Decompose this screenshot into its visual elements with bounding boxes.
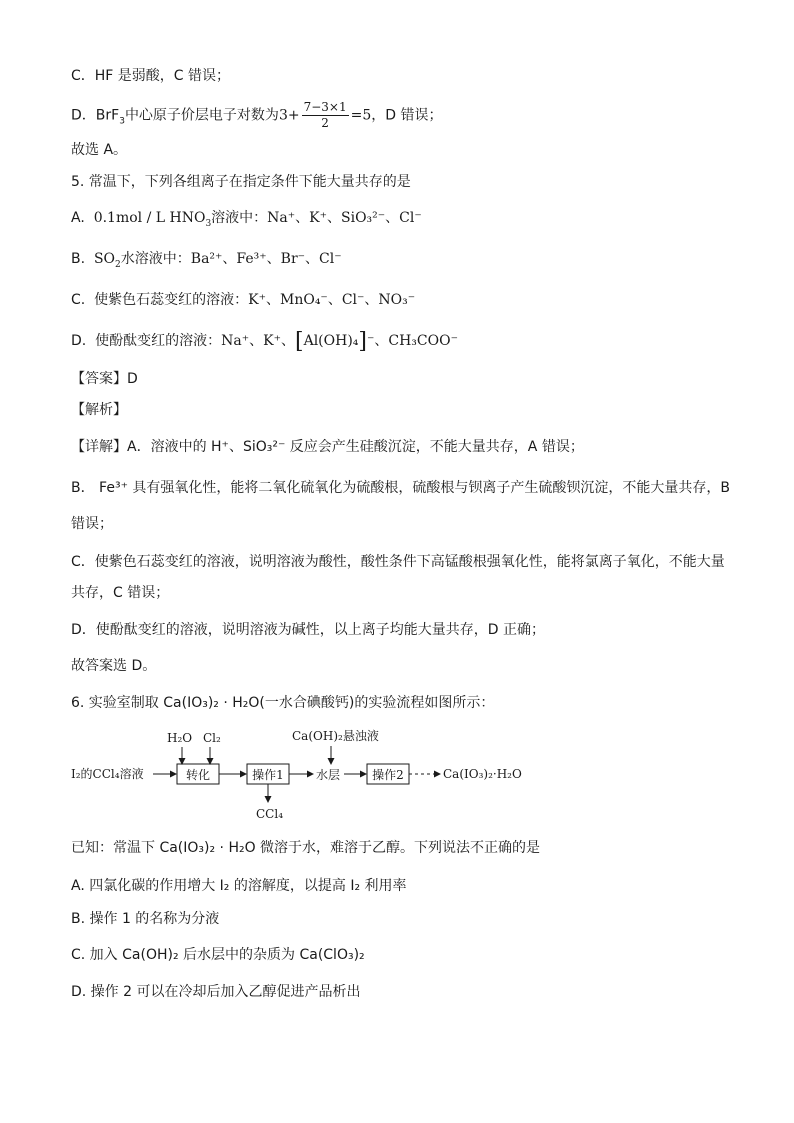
prev-answer: 故选 A。 xyxy=(71,142,128,158)
flow-box1-label: 转化 xyxy=(185,768,211,782)
q5-option-a xyxy=(71,208,422,228)
q6-option-a: A. 四氯化碳的作用增大 I₂ 的溶解度，以提高 I₂ 利用率 xyxy=(71,878,407,894)
q5-option-c xyxy=(71,290,415,310)
flow-box-op2 xyxy=(367,764,409,784)
q5-detail-c-line2: 共存，C 错误； xyxy=(71,585,170,601)
q5-d-complex: Al(OH)₄ xyxy=(303,333,359,349)
prev-d-sub: 3 xyxy=(119,116,125,127)
q5-detail-c-line1: C．使紫色石蕊变红的溶液，说明溶液为酸性，酸性条件下高锰酸根强氧化性，能将氯离子氧化，不能大量 xyxy=(71,554,725,570)
flow-byproduct: CCl₄ xyxy=(256,807,284,821)
flow-box2-label: 操作1 xyxy=(252,768,284,782)
q6-stem: 6. 实验室制取 Ca(IO₃)₂ · H₂O(一水合碘酸钙)的实验流程如图所示： xyxy=(71,695,495,711)
q5-b-ions: Ba²⁺、Fe³⁺、Br⁻、Cl⁻ xyxy=(190,251,342,267)
q5-detail-a: 【详解】A．溶液中的 H⁺、SiO₃²⁻ 反应会产生硅酸沉淀，不能大量共存，A 错误； xyxy=(71,439,584,455)
option-label: A. xyxy=(71,210,85,226)
q6-option-d: D. 操作 2 可以在冷却后加入乙醇促进产品析出 xyxy=(71,984,361,1000)
option-label: D. xyxy=(71,333,87,349)
q6-known: 已知：常温下 Ca(IO₃)₂ · H₂O 微溶于水，难溶于乙醇。下列说法不正确的是 xyxy=(71,840,541,856)
flow-product: Ca(IO₃)₂·H₂O xyxy=(443,767,522,781)
q5-a-ions: Na⁺、K⁺、SiO₃²⁻、Cl⁻ xyxy=(267,210,422,226)
prev-d-suffix: ，D 错误； xyxy=(371,107,443,124)
q5-c-ions: K⁺、MnO₄⁻、Cl⁻、NO₃⁻ xyxy=(248,292,416,308)
flow-reagent-cl2: Cl₂ xyxy=(203,731,221,745)
q5-a-sub: 3 xyxy=(205,218,212,229)
q5-answer: 【答案】D xyxy=(71,371,138,387)
prev-option-c: C．HF 是弱酸，C 错误； xyxy=(71,68,231,84)
q5-stem: 5. 常温下，下列各组离子在指定条件下能大量共存的是 xyxy=(71,174,411,190)
q5-d-ions-post: ⁻、CH₃COO⁻ xyxy=(366,333,458,349)
flow-reagent-h2o: H₂O xyxy=(167,731,193,745)
q6-option-b: B. 操作 1 的名称为分液 xyxy=(71,911,220,927)
prev-d-eq: =5 xyxy=(350,107,372,124)
flow-reagent-caoh2: Ca(OH)₂悬浊液 xyxy=(292,729,379,743)
flow-mid: 水层 xyxy=(316,768,341,782)
right-bracket: ] xyxy=(358,329,367,354)
prev-option-d xyxy=(71,100,442,131)
q5-option-d xyxy=(71,331,458,352)
flow-box-zhuanhua xyxy=(177,764,219,784)
q5-b-cond: SO xyxy=(93,251,116,267)
q5-b-cond-post: 水溶液中： xyxy=(120,251,191,267)
q5-final-answer: 故答案选 D。 xyxy=(71,658,157,674)
prev-d-prefix: D．BrF xyxy=(71,107,120,124)
q5-d-cond: 使酚酞变红的溶液： xyxy=(95,333,222,349)
prev-d-mid: 中心原子价层电子对数为 xyxy=(124,107,279,124)
fraction-denominator: 2 xyxy=(321,116,329,130)
option-label: B. xyxy=(71,251,86,267)
q5-b-sub: 2 xyxy=(115,259,121,270)
flow-box-op1 xyxy=(247,764,289,784)
fraction xyxy=(302,100,349,131)
q5-d-ions-pre: Na⁺、K⁺、 xyxy=(221,333,295,349)
q5-detail-b-line2: 错误； xyxy=(71,516,113,532)
fraction-numerator: 7−3×1 xyxy=(303,100,347,114)
q5-option-b xyxy=(71,249,342,269)
q5-a-cond-post: 溶液中： xyxy=(211,210,268,226)
flow-box3-label: 操作2 xyxy=(372,768,404,782)
q5-a-cond: 0.1mol / L HNO xyxy=(93,210,206,226)
q5-analysis-heading: 【解析】 xyxy=(71,402,127,418)
left-bracket: [ xyxy=(294,329,304,354)
q5-detail-b-line1: B． Fe³⁺ 具有强氧化性，能将二氧化硫氧化为硫酸根，硫酸根与钡离子产生硫酸钡沉淀，不能大量共存，B xyxy=(71,480,731,496)
q5-detail-d: D．使酚酞变红的溶液，说明溶液为碱性，以上离子均能大量共存，D 正确； xyxy=(71,622,546,638)
flow-input: I₂的CCl₄溶液 xyxy=(71,767,144,781)
q6-option-c: C. 加入 Ca(OH)₂ 后水层中的杂质为 Ca(ClO₃)₂ xyxy=(71,947,365,963)
prev-d-three-plus: 3+ xyxy=(278,107,300,124)
option-label: C. xyxy=(71,292,86,308)
q5-c-cond: 使紫色石蕊变红的溶液： xyxy=(94,292,249,308)
